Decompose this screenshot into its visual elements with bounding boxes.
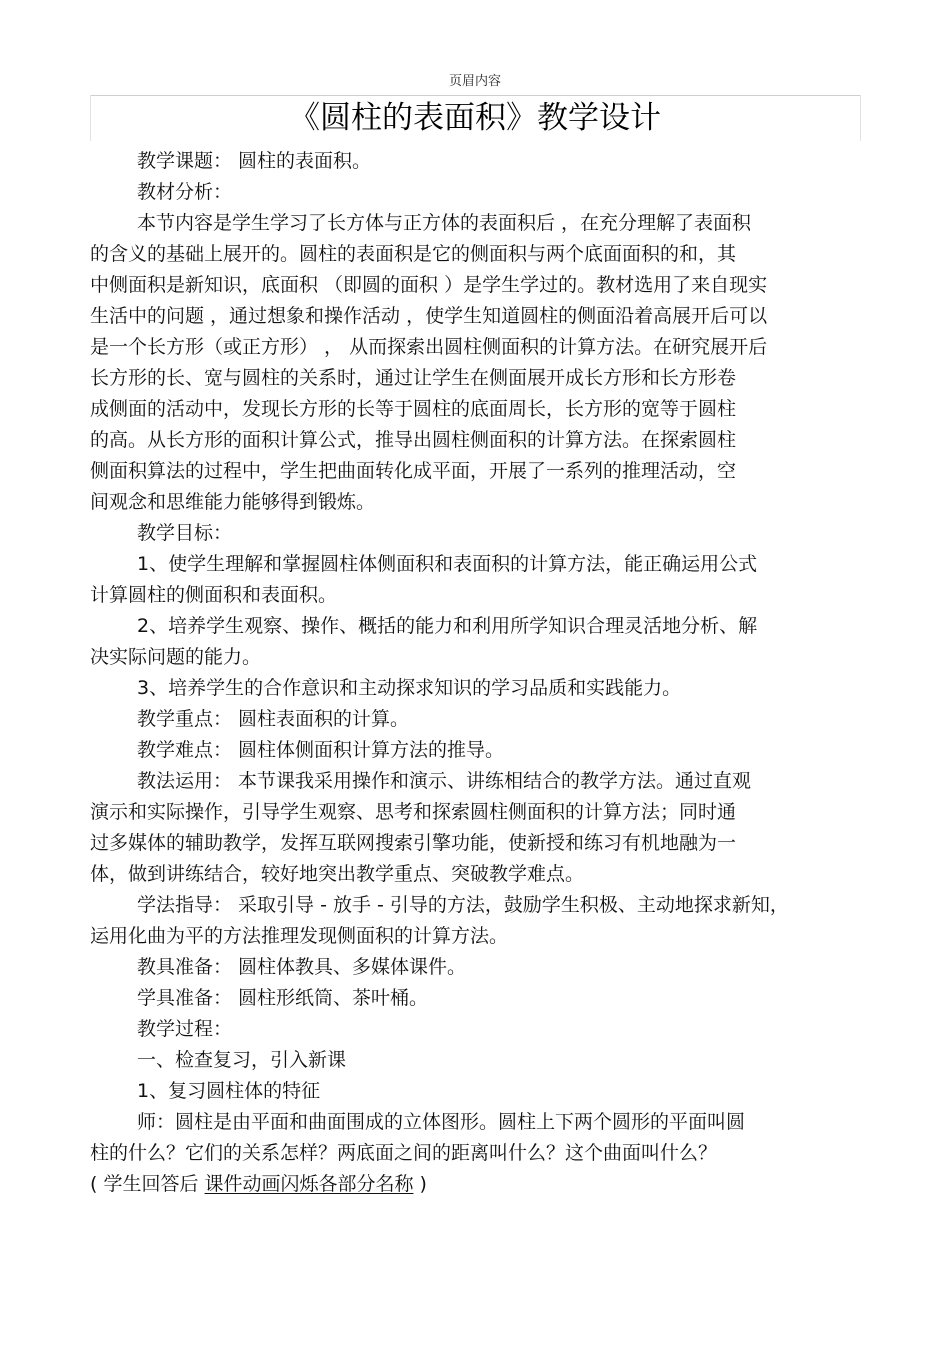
section-heading-objectives: 教学目标：	[137, 522, 233, 544]
header-rule	[90, 95, 860, 96]
objective-item-cont: 计算圆柱的侧面积和表面积。	[90, 584, 338, 606]
paragraph-line: 生活中的问题 ，通过想象和操作活动 ，使学生知道圆柱的侧面沿着高展开后可以	[90, 305, 768, 327]
objective-item-cont: 决实际问题的能力。	[90, 646, 262, 668]
paragraph-line: 本节内容是学生学习了长方体与正方体的表面积后 ，在充分理解了表面积	[137, 212, 752, 234]
paragraph-line: 体，做到讲练结合，较好地突出教学重点、突破教学难点。	[90, 863, 585, 885]
paragraph-line: 中侧面积是新知识，底面积 （即圆的面积 ）是学生学过的。教材选用了来自现实	[90, 274, 768, 296]
teaching-method: 教法运用： 本节课我采用操作和演示、讲练相结合的教学方法。通过直观	[137, 770, 752, 792]
paragraph-line: 长方形的长、宽与圆柱的关系时，通过让学生在侧面展开成长方形和长方形卷	[90, 367, 737, 389]
teacher-dialogue: 师：圆柱是由平面和曲面围成的立体图形。圆柱上下两个圆形的平面叫圆	[137, 1111, 746, 1133]
learning-aids: 学具准备： 圆柱形纸筒、茶叶桶。	[137, 987, 429, 1009]
paragraph-line: 间观念和思维能力能够得到锻炼。	[90, 491, 376, 513]
section-heading-material-analysis: 教材分析：	[137, 181, 233, 203]
paragraph-line: 是一个长方形（或正方形） ， 从而探索出圆柱侧面积的计算方法。在研究展开后	[90, 336, 768, 358]
difficult-point: 教学难点： 圆柱体侧面积计算方法的推导。	[137, 739, 505, 761]
paragraph-line: 的含义的基础上展开的。圆柱的表面积是它的侧面积与两个底面面积的和，其	[90, 243, 737, 265]
paragraph-line: 过多媒体的辅助教学，发挥互联网搜索引擎功能，使新授和练习有机地融为一	[90, 832, 737, 854]
process-step-heading: 一、检查复习，引入新课	[137, 1049, 347, 1071]
teaching-aids: 教具准备： 圆柱体教具、多媒体课件。	[137, 956, 467, 978]
student-note	[90, 1169, 850, 1200]
paragraph-line: 成侧面的活动中，发现长方形的长等于圆柱的底面周长，长方形的宽等于圆柱	[90, 398, 737, 420]
document-title: 《圆柱的表面积》教学设计	[289, 100, 661, 136]
document-body	[90, 146, 850, 1200]
lesson-topic: 教学课题： 圆柱的表面积。	[137, 150, 372, 172]
objective-item: 1、使学生理解和掌握圆柱体侧面积和表面积的计算方法，能正确运用公式	[137, 553, 758, 575]
student-note-prefix: ( 学生回答后	[90, 1173, 205, 1195]
page-header: 页眉内容	[448, 74, 501, 89]
paragraph-line: 的高。从长方形的面积计算公式，推导出圆柱侧面积的计算方法。在探索圆柱	[90, 429, 737, 451]
section-heading-process: 教学过程：	[137, 1018, 233, 1040]
process-substep-heading: 1、复习圆柱体的特征	[137, 1080, 321, 1102]
objective-item: 2、培养学生观察、操作、概括的能力和利用所学知识合理灵活地分析、解	[137, 615, 758, 637]
student-note-suffix: )	[413, 1173, 427, 1195]
key-point: 教学重点： 圆柱表面积的计算。	[137, 708, 410, 730]
objective-item: 3、培养学生的合作意识和主动探求知识的学习品质和实践能力。	[137, 677, 682, 699]
teacher-dialogue-cont: 柱的什么？它们的关系怎样？两底面之间的距离叫什么？这个曲面叫什么？	[90, 1142, 718, 1164]
paragraph-line: 运用化曲为平的方法推理发现侧面积的计算方法。	[90, 925, 509, 947]
paragraph-line: 侧面积算法的过程中，学生把曲面转化成平面，开展了一系列的推理活动，空	[90, 460, 737, 482]
learning-method: 学法指导： 采取引导 - 放手 - 引导的方法，鼓励学生积极、主动地探求新知，	[137, 894, 789, 916]
student-note-underlined: 课件动画闪烁各部分名称	[204, 1173, 414, 1195]
paragraph-line: 演示和实际操作，引导学生观察、思考和探索圆柱侧面积的计算方法；同时通	[90, 801, 737, 823]
